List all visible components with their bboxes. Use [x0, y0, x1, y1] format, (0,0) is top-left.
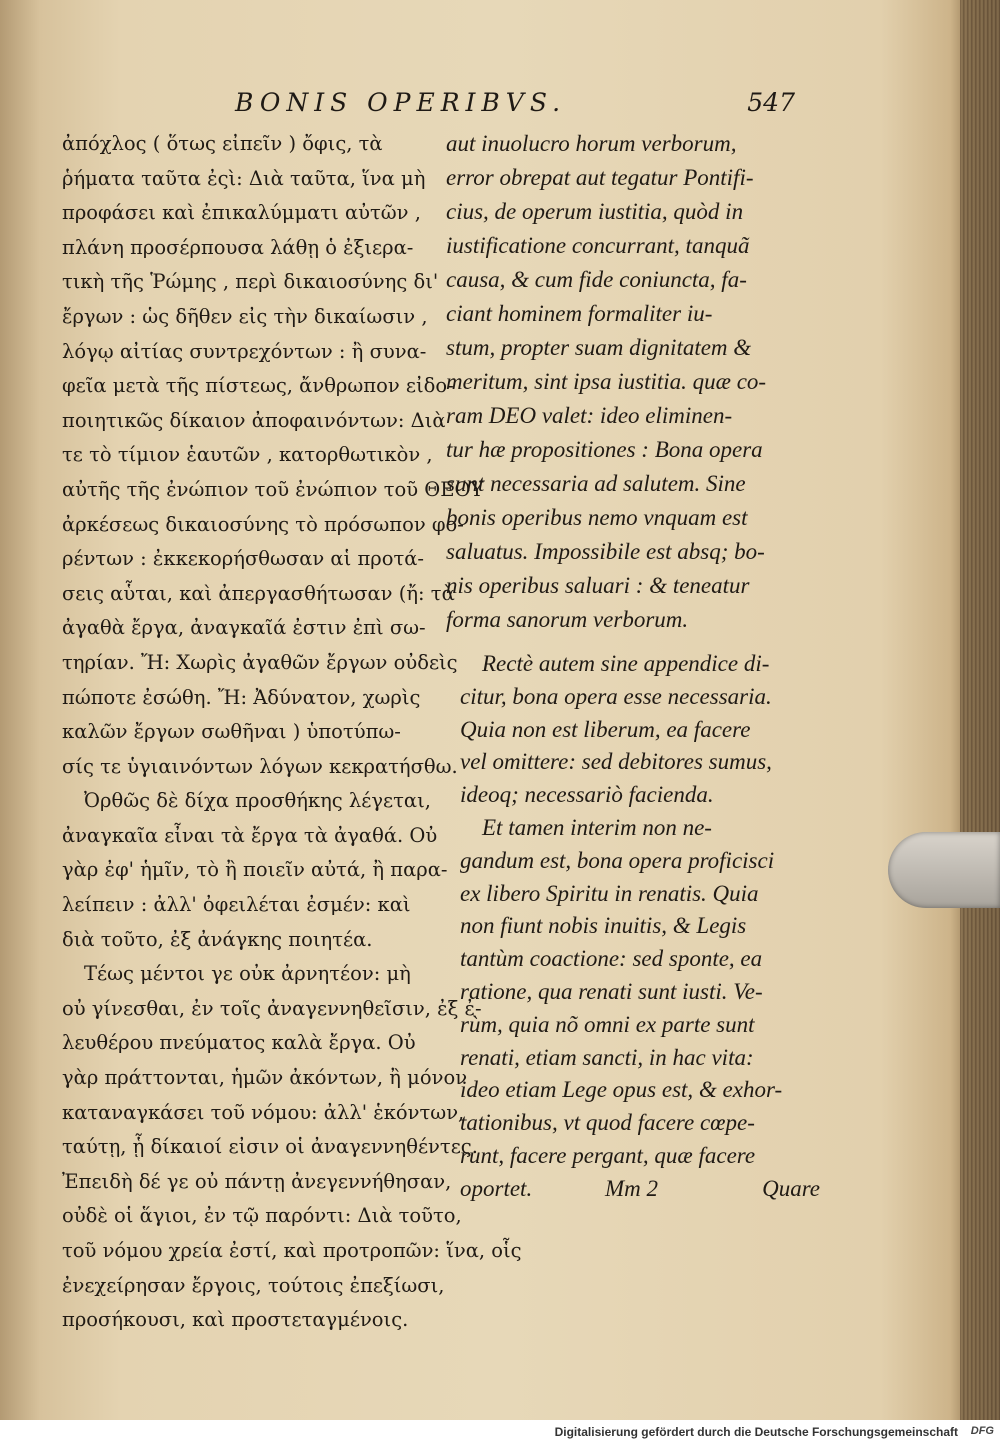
latin-line: ram DEO valet: ideo eliminen-: [446, 403, 733, 428]
funding-notice: Digitalisierung gefördert durch die Deutsche Forschungsgemeinschaft: [554, 1425, 958, 1439]
running-title: BONIS OPERIBVS.: [235, 88, 567, 117]
greek-line: τικὴ τῆς Ῥώμης , περὶ δικαιοσύνης δι': [62, 270, 439, 294]
page-edge: [960, 0, 1000, 1420]
greek-line: ῥήματα ταῦτα ἐςὶ: Διὰ ταῦτα, ἵνα μὴ: [62, 166, 426, 190]
greek-line: ταύτῃ, ᾗ δίκαιοί εἰσιν οἱ ἀναγεννηθέντες.: [62, 1135, 478, 1159]
greek-line: προσήκουσι, καὶ προστεταγμένοις.: [62, 1308, 409, 1332]
latin-line: aut inuolucro horum verborum,: [446, 131, 737, 156]
latin-line: sunt necessaria ad salutem. Sine: [446, 471, 746, 496]
greek-line: πλάνη προσέρπουσα λάθῃ ὁ ἐξιερα-: [62, 235, 414, 259]
latin-line: Quia non est liberum, ea facere: [460, 716, 751, 742]
greek-line: ἀγαθὰ ἔργα, ἀναγκαῖά ἐστιν ἐπὶ σω-: [62, 616, 426, 640]
greek-line: Τέως μέντοι γε οὐκ ἀρνητέον: μὴ: [84, 962, 411, 986]
latin-line: ciant hominem formaliter iu-: [446, 301, 713, 326]
latin-line: tationibus, vt quod facere cœpe-: [460, 1110, 755, 1136]
latin-line: Rectè autem sine appendice di-: [482, 651, 770, 676]
greek-line: τηρίαν. Ἤ: Χωρὶς ἀγαθῶν ἔργων οὐδεὶς: [62, 650, 458, 674]
latin-line: Et tamen interim non ne-: [482, 814, 712, 840]
latin-line: vel omittere: sed debitores sumus,: [460, 749, 772, 775]
latin-line: error obrepat aut tegatur Pontifi-: [446, 165, 754, 190]
greek-line: ποιητικῶς δίκαιον ἀποφαινόντων: Διὰ: [62, 408, 446, 432]
greek-line: λείπειν : ἀλλ' ὀφειλέται ἐσμέν: καὶ: [62, 893, 411, 917]
dfg-logo: DFG: [970, 1425, 994, 1437]
latin-line: runt, facere pergant, quæ facere: [460, 1142, 756, 1168]
latin-line: tur hæ propositiones : Bona opera: [446, 437, 763, 462]
greek-line: ἀναγκαῖα εἶναι τὰ ἔργα τὰ ἀγαθά. Οὐ: [62, 823, 438, 847]
greek-line: φεῖα μετὰ τῆς πίστεως, ἄνθρωπον εἰδο-: [62, 374, 454, 398]
greek-line: καταναγκάσει τοῦ νόμου: ἀλλ' ἑκόντων,: [62, 1100, 465, 1124]
greek-line: ἔργων : ὡς δῆθεν εἰς τὴν δικαίωσιν ,: [62, 304, 428, 328]
greek-line: Ὀρθῶς δὲ δίχα προσθήκης λέγεται,: [84, 789, 431, 813]
latin-line: citur, bona opera esse necessaria.: [460, 683, 772, 709]
greek-line: γὰρ πράττονται, ἡμῶν ἀκόντων, ἢ μόνον: [62, 1066, 468, 1090]
greek-line: αὐτῆς τῆς ἐνώπιον τοῦ ἐνώπιον τοῦ ΘΕΟΥ: [62, 477, 484, 501]
latin-line: meritum, sint ipsa iustitia. quæ co-: [446, 369, 767, 394]
latin-column-top: [446, 127, 806, 637]
latin-line: bonis operibus nemo vnquam est: [446, 505, 748, 530]
page-number: 547: [747, 88, 795, 117]
latin-line: ideoq; necessariò facienda.: [460, 782, 714, 808]
greek-line: λόγῳ αἰτίας συντρεχόντων : ἢ συνα-: [62, 339, 427, 363]
latin-line: saluatus. Impossibile est absq; bo-: [446, 539, 765, 564]
greek-line: πώποτε ἐσώθη. Ἤ: Ἀδύνατον, χωρὶς: [62, 685, 421, 709]
latin-line: non fiunt nobis inuitis, & Legis: [460, 913, 747, 939]
latin-line: renati, etiam sancti, in hac vita:: [460, 1044, 754, 1070]
latin-line: tantùm coactione: sed sponte, ea: [460, 946, 763, 972]
latin-line: causa, & cum fide coniuncta, fa-: [446, 267, 747, 292]
greek-line: ἀπόχλος ( ὅτως εἰπεῖν ) ὄφις, τὰ: [62, 132, 383, 155]
greek-line: οὐδὲ οἱ ἅγιοι, ἐν τῷ παρόντι: Διὰ τοῦτο,: [62, 1204, 462, 1228]
greek-line: καλῶν ἔργων σωθῆναι ) ὑποτύπω-: [62, 720, 401, 744]
greek-line: τοῦ νόμου χρεία ἐστί, καὶ προτροπῶν: ἵνα, οἷς: [62, 1239, 522, 1262]
greek-line: προφάσει καὶ ἐπικαλύμματι αὐτῶν ,: [62, 201, 421, 225]
latin-line: nis operibus saluari : & teneatur: [446, 573, 750, 598]
running-head: [235, 88, 795, 122]
latin-line: ex libero Spiritu in renatis. Quia: [460, 880, 759, 906]
latin-line: rùm, quia nõ omni ex parte sunt: [460, 1011, 755, 1037]
greek-line: Ἐπειδὴ δέ γε οὐ πάντῃ ἀνεγεννήθησαν,: [62, 1169, 452, 1193]
greek-line: σίς τε ὑγιαινόντων λόγων κεκρατήσθω.: [62, 754, 458, 778]
greek-line: γὰρ ἐφ' ἡμῖν, τὸ ἢ ποιεῖν αὐτά, ἢ παρα-: [62, 858, 448, 882]
catch-line: [460, 1176, 820, 1210]
greek-line: διὰ τοῦτο, ἐξ ἀνάγκης ποιητέα.: [62, 927, 373, 951]
greek-line: λευθέρου πνεύματος καλὰ ἔργα. Οὐ: [62, 1031, 416, 1055]
greek-line: οὐ γίνεσθαι, ἐν τοῖς ἀναγεννηθεῖσιν, ἐξ ἐ-: [62, 996, 482, 1020]
latin-column-bottom: [460, 648, 820, 1206]
latin-line: cius, de operum iustitia, quòd in: [446, 199, 744, 224]
latin-line: ideo etiam Lege opus est, & exhor-: [460, 1077, 783, 1103]
greek-line: ἐνεχείρησαν ἔργοις, τούτοις ἐπεξίωσι,: [62, 1273, 445, 1297]
greek-line: ρέντων : ἐκκεκορήσθωσαν αἱ προτά-: [62, 547, 425, 571]
greek-line: τε τὸ τίμιον ἑαυτῶν , κατορθωτικὸν ,: [62, 443, 433, 467]
latin-line: ratione, qua renati sunt iusti. Ve-: [460, 978, 763, 1004]
latin-line: gandum est, bona opera proficisci: [460, 847, 775, 873]
signature-mark: Mm 2: [605, 1176, 659, 1201]
latin-line: forma sanorum verborum.: [446, 607, 689, 632]
paper-clip: [888, 832, 1000, 908]
latin-line: iustificatione concurrant, tanquã: [446, 233, 750, 258]
latin-line: oportet.: [460, 1175, 533, 1201]
greek-line: ἀρκέσεως δικαιοσύνης τὸ πρόσωπον φο-: [62, 512, 464, 536]
greek-line: σεις αὗται, καὶ ἀπεργασθήτωσαν (ἤ: τὰ: [62, 581, 455, 605]
catchword: Quare: [762, 1176, 820, 1201]
footer-bar: [0, 1420, 1000, 1444]
latin-line: stum, propter suam dignitatem &: [446, 335, 752, 360]
